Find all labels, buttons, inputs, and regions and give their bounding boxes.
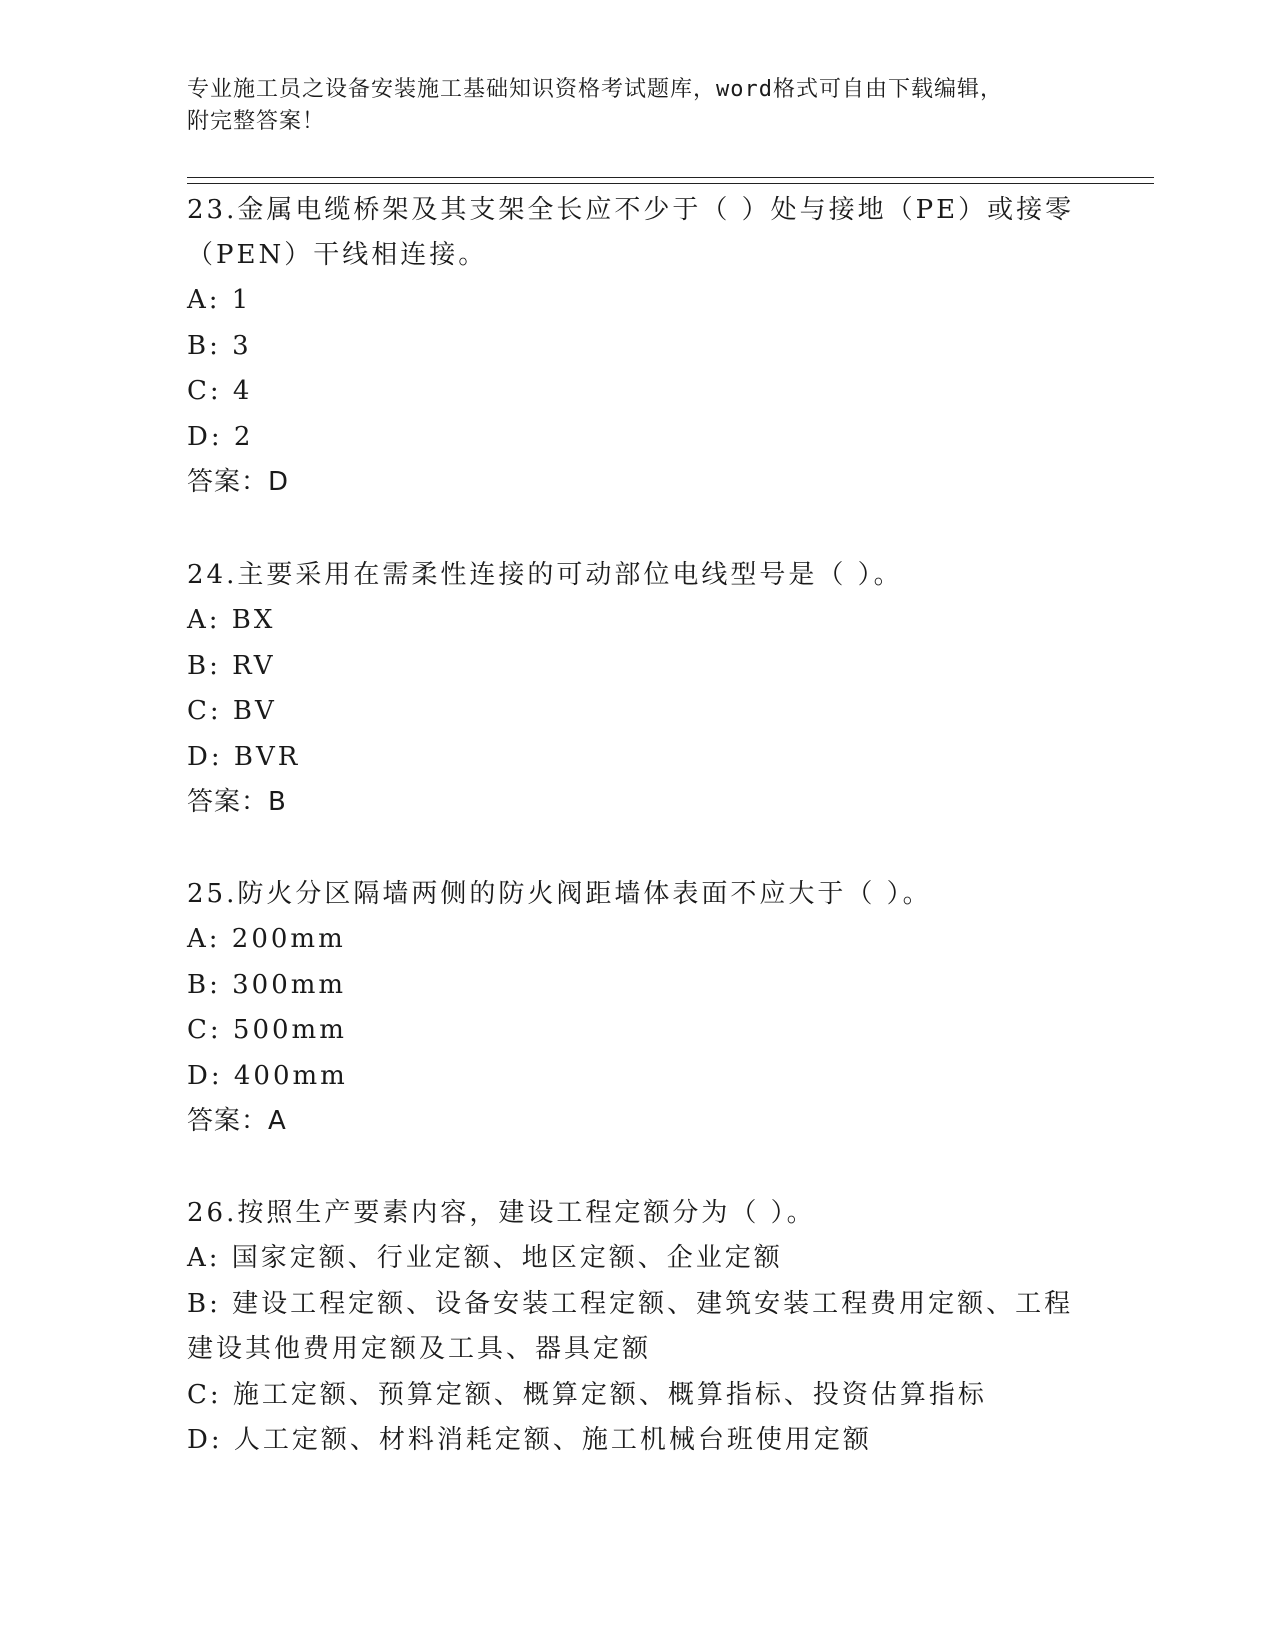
header-divider-top [187,177,1154,178]
option-b: B: RV [187,650,276,681]
option-d: D: BVR [187,741,301,772]
question-23 [187,188,1087,505]
option-a: A: 200mm [187,924,346,954]
header-divider-bottom [187,183,1154,184]
option-d: D: 人工定额、材料消耗定额、施工机械台班使用定额 [187,1425,872,1455]
answer-line: 答案：B [187,787,287,817]
option-b: B: 建设工程定额、设备安装工程定额、建筑安装工程费用定额、工程建设其他费用定额及工具、器具定额 [187,1288,1074,1364]
answer-line: 答案：D [187,467,290,497]
question-stem: 23.金属电缆桥架及其支架全长应不少于（ ）处与接地（PE）或接零（PEN）干线相连接。 [187,195,1075,270]
option-a: A: BX [187,605,276,635]
answer-line: 答案：A [187,1106,287,1136]
option-a: A: 国家定额、行业定额、地区定额、企业定额 [187,1243,783,1273]
question-stem: 24.主要采用在需柔性连接的可动部位电线型号是（ ）。 [187,560,903,590]
question-25 [187,872,1087,1144]
question-stem: 25.防火分区隔墙两侧的防火阀距墙体表面不应大于（ ）。 [187,879,932,909]
option-b: B: 300mm [187,969,347,1000]
option-c: C: 施工定额、预算定额、概算定额、概算指标、投资估算指标 [187,1379,987,1410]
option-d: D: 400mm [187,1060,348,1091]
option-a: A: 1 [187,285,252,315]
question-26 [187,1191,1087,1464]
option-c: C: 4 [187,376,253,406]
option-c: C: 500mm [187,1015,347,1045]
question-stem: 26.按照生产要素内容，建设工程定额分为（ ）。 [187,1198,816,1228]
question-24 [187,553,1087,825]
option-b: B: 3 [187,330,252,361]
option-c: C: BV [187,696,277,726]
option-d: D: 2 [187,421,254,452]
document-header-note: 专业施工员之设备安装施工基础知识资格考试题库，word格式可自由下载编辑， 附完整答案！ [187,77,1003,134]
